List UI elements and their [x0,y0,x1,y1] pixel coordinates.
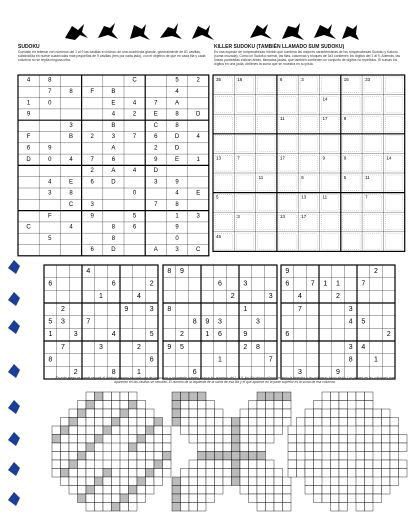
sudoku-cell: 8 [111,224,116,231]
mini-cell: 7 [310,280,315,288]
sudoku-cell: 1 [26,100,31,107]
sudoku-cell: B [111,88,116,95]
sudoku-cell: C [26,224,31,231]
mini-cell: 2 [61,305,65,313]
killer-clue: 17 [279,155,285,161]
sudoku-cell: 7 [48,88,52,95]
sudoku-cell: 2 [132,111,137,118]
sudoku-cell: D [111,179,116,186]
mini-cell: 9 [285,267,290,275]
sudoku-cell: 5 [48,235,52,242]
killer-clue: 7 [237,155,240,161]
mini-cell: 9 [336,369,340,377]
sudoku-cell: 3 [69,122,73,129]
sudoku-cell: 0 [175,235,179,242]
sudoku-cell: 4 [69,156,73,163]
mini-cell: 2 [243,343,248,351]
killer-clue: 11 [365,175,370,180]
sudoku-cell: 8 [69,190,73,197]
mini-cell: 3 [61,318,65,326]
mini-cell: 1 [323,280,328,288]
killer-clue: 17 [301,214,307,220]
sudoku-cell: B [111,122,116,129]
mini-cell: 5 [180,343,184,351]
sudoku-cell: C [132,77,137,84]
mini-cell: 6 [218,280,222,288]
bottom-puzzles [52,392,407,511]
killer-clue: 33 [365,77,371,82]
mini-cell: 9 [124,305,129,313]
sudoku-cell: 0 [48,100,52,107]
mini-cell: 6 [149,356,154,364]
mini-cell: 7 [298,305,302,313]
sudoku-cell: D [174,145,180,152]
sudoku-cell: 7 [90,156,94,163]
mini-cell: 3 [348,343,353,351]
mini-cell: 6 [285,280,290,288]
sudoku-cell: 3 [196,213,200,220]
sudoku-cell: F [47,213,52,220]
sudoku-cell: F [90,88,95,95]
killer-clue: 11 [279,116,285,122]
sudoku-cell: D [26,156,31,163]
killer-clue: 3 [237,214,240,220]
killer-clue: 14 [322,96,328,102]
sudoku-cell: 6 [132,224,137,231]
mini-sudoku-g2 [163,265,277,379]
sudoku-cell: C [68,201,74,208]
killer-clue: 5 [343,175,347,180]
mini-cell: 2 [137,343,141,351]
mini-cell: 6 [111,280,116,288]
sudoku-cell: 6 [90,179,94,186]
mini-cell: 6 [285,331,290,339]
mini-sudoku-g3 [281,265,395,379]
sudoku-cell: 2 [154,145,158,152]
mini-cell: 3 [256,318,260,326]
mini-cell: 7 [86,318,91,326]
sudoku-cell: A [174,100,180,107]
mini-cell: 3 [348,305,353,313]
mini-cell: 2 [180,331,184,339]
sudoku-cell: 4 [26,77,31,84]
mini-cell: 4 [111,331,116,339]
mini-cell: 6 [48,280,53,288]
sudoku-cell: 7 [154,100,158,107]
sudoku-cell: 0 [48,156,52,163]
mini-cell: 4 [137,293,141,301]
sudoku-cell: 1 [175,213,179,220]
killer-clue: 14 [386,155,392,161]
sudoku-cell: 4 [175,190,179,197]
mini-sudoku-g1 [44,265,158,379]
sudoku-cell: D [196,111,201,118]
killer-clue: 6 [301,175,304,180]
mini-cell: 9 [167,343,172,351]
mini-cell: 3 [218,318,222,326]
sudoku-cell: 1 [196,156,200,163]
sudoku-cell: D [174,134,180,141]
sudoku-cell: D [111,247,116,254]
sudoku-cell: E [174,156,180,163]
mini-cell: 3 [99,343,103,351]
mini-cell: 5 [48,318,53,326]
sudoku-cell: 4 [132,168,137,175]
sudoku-cell: 8 [48,77,52,84]
mini-cell: 4 [298,293,302,301]
sudoku-cell: 6 [90,247,94,254]
kakuro-shape-1 [52,392,171,511]
sudoku-cell: B [68,134,74,141]
killer-clue: 9 [322,155,326,161]
sudoku-cell: 8 [69,88,73,95]
sudoku-cell: 3 [90,201,94,208]
sudoku-cell: 7 [132,134,137,141]
mini-cell: 6 [218,331,222,339]
mini-cell: 8 [256,343,260,351]
mini-cell: 1 [48,331,53,339]
sudoku-grid [18,75,209,256]
sudoku-cell: 9 [175,179,179,186]
sudoku-cell: 5 [132,213,137,220]
sudoku-cell: 2 [196,77,200,84]
mini-cell: 9 [243,331,248,339]
mini-cell: 2 [386,331,391,339]
mini-cell: 7 [61,343,65,351]
sudoku-cell: 4 [132,100,137,107]
kakuro-shape-2 [172,392,291,511]
sudoku-cell: 4 [175,88,179,95]
mini-cell: 3 [149,305,154,313]
mini-cell: 3 [73,331,78,339]
sudoku-cell: 8 [175,111,179,118]
mini-cell: 3 [243,280,248,288]
mini-cell: 2 [230,293,235,301]
mini-cell: 1 [205,331,210,339]
sudoku-cell: 4 [111,111,116,118]
mini-cell: 1 [243,305,248,313]
kakuro-shape-3 [288,392,407,511]
sudoku-cell: 3 [48,190,52,197]
killer-clue: 13 [216,155,222,161]
mini-cell: 8 [48,356,53,364]
mini-cell: 9 [205,318,210,326]
sudoku-cell: 7 [154,201,158,208]
sudoku-cell: A [111,145,116,152]
side-ninja-icons [8,260,20,506]
killer-clue: 9 [343,116,347,122]
killer-clue: 45 [216,233,222,239]
killer-grid [213,75,405,251]
mini-cell: 2 [374,267,378,275]
killer-clue: 13 [279,214,285,220]
sudoku-cell: 8 [175,201,179,208]
mini-cell: 1 [374,356,378,364]
killer-clue: 13 [301,194,307,200]
sudoku-cell: D [153,168,158,175]
sudoku-cell: 8 [175,122,179,129]
sudoku-cell: 8 [111,235,116,242]
mini-cell: 4 [86,267,91,275]
mini-cell: 8 [192,318,197,326]
sudoku-cell: 0 [132,190,137,197]
row2-grids [44,265,395,379]
killer-clue: 3 [301,77,304,82]
sudoku-cell: 4 [69,224,73,231]
sudoku-cell: E [153,111,158,118]
killer-clue: 7 [365,194,368,200]
killer-clue: 11 [258,175,264,180]
sudoku-cell: 2 [90,134,94,141]
ninja-icon-3 [8,400,20,414]
ninja-icon-2 [8,320,20,334]
sudoku-cell: 3 [175,247,179,254]
killer-clue: 9 [343,155,347,161]
ninja-icon-1 [8,260,20,274]
sudoku-title: SUDOKU [18,44,40,50]
mini-cell: 8 [348,356,353,364]
mini-cell: 2 [149,280,154,288]
sudoku-cell: 9 [90,213,94,220]
sudoku-cell: 9 [26,111,31,118]
killer-clue: 6 [279,77,283,82]
mini-cell: 3 [298,369,302,377]
mini-cell: 2 [336,293,340,301]
killer-clue: 17 [322,116,328,122]
sudoku-cell: 6 [111,156,116,163]
killer-clue: 11 [322,194,328,200]
sudoku-cell: 3 [111,134,116,141]
sudoku-cell: 5 [175,77,179,84]
killer-clue: 15 [343,77,349,82]
mini-cell: 6 [192,369,197,377]
killer-clue: 16 [237,77,243,82]
mini-cell: 1 [137,369,141,377]
mini-cell: 1 [99,293,103,301]
killer-title: KILLER SUDOKU (TAMBIÉN LLAMADO SUM SUDOKU) [214,44,345,50]
sudoku-cell: E [68,179,74,186]
sudoku-cell: 6 [26,145,31,152]
mini-cell: 3 [268,293,273,301]
sudoku-cell: 9 [154,156,158,163]
mini-cell: 5 [149,331,154,339]
sudoku-cell: 9 [175,224,179,231]
mini-cell: 4 [348,318,353,326]
sudoku-cell: 4 [196,134,200,141]
kakuro-caption: En este juego se puede repartir el mínimo número en cada una de las sumas y solamente pueden usarse los números del 1 al 9. Así fila deben rellenarse hacia la derecha y las columnas hacia abajo. Los pilares en las columnas que aparecen en las casillas se calculan. El número de la izquierda de la suma de esa fila y el que aparece en la parte superior es la suma de esa columna. [55,376,395,384]
mini-cell: 7 [361,280,366,288]
sudoku-cell: E [111,100,116,107]
sudoku-cell: C [196,247,201,254]
mini-cell: 5 [361,318,366,326]
mini-cell: 1 [336,280,340,288]
mini-cell: 7 [268,356,273,364]
sudoku-cell: 6 [154,134,158,141]
sudoku-cell: E [196,190,201,197]
mini-cell: 8 [111,369,116,377]
sudoku-cell: A [111,168,116,175]
mini-cell: 9 [180,267,184,275]
mini-cell: 8 [167,267,172,275]
sudoku-description: Consiste en rellenar con números del 1 al 9 las casillas en blanco de una cuadrícula grande, generalmente de 81 casillas, subdividida en nueve cuadrículas más pequeñas de 9 casillas (tres por cada lado), con el objetivo de que en cada fila y cada columna no se repita ninguna cifra. [18,50,206,62]
sudoku-cell: 9 [48,145,52,152]
sudoku-cell: F [26,134,31,141]
killer-clue: 5 [216,194,219,200]
sudoku-cell: C [153,122,158,129]
mini-cell: 8 [167,305,172,313]
killer-clue: 35 [216,77,222,82]
mini-cell: 4 [361,343,366,351]
mini-cell: 1 [218,356,222,364]
sudoku-cell: 2 [90,168,94,175]
sudoku-cell: 4 [48,179,52,186]
sudoku-cell: A [153,247,158,254]
mini-cell: 2 [73,369,78,377]
killer-description: Es una especie de rompecabezas híbrido que combina las mejores características de los rompecabezas Sudoku y Kakuro (suma cruzada). Como un Sudoku normal, las filas, columnas y bloques de 3x3 contienen los dígitos del 1 al 9. Además, las líneas punteadas indican áreas, llamadas jaulas, que también contienen un conjunto de dígitos no repetidos. Si sumas los dígitos en una jaula, obtienes la suma que se muestra en su pista. [214,50,401,66]
sudoku-cell: 3 [154,179,158,186]
